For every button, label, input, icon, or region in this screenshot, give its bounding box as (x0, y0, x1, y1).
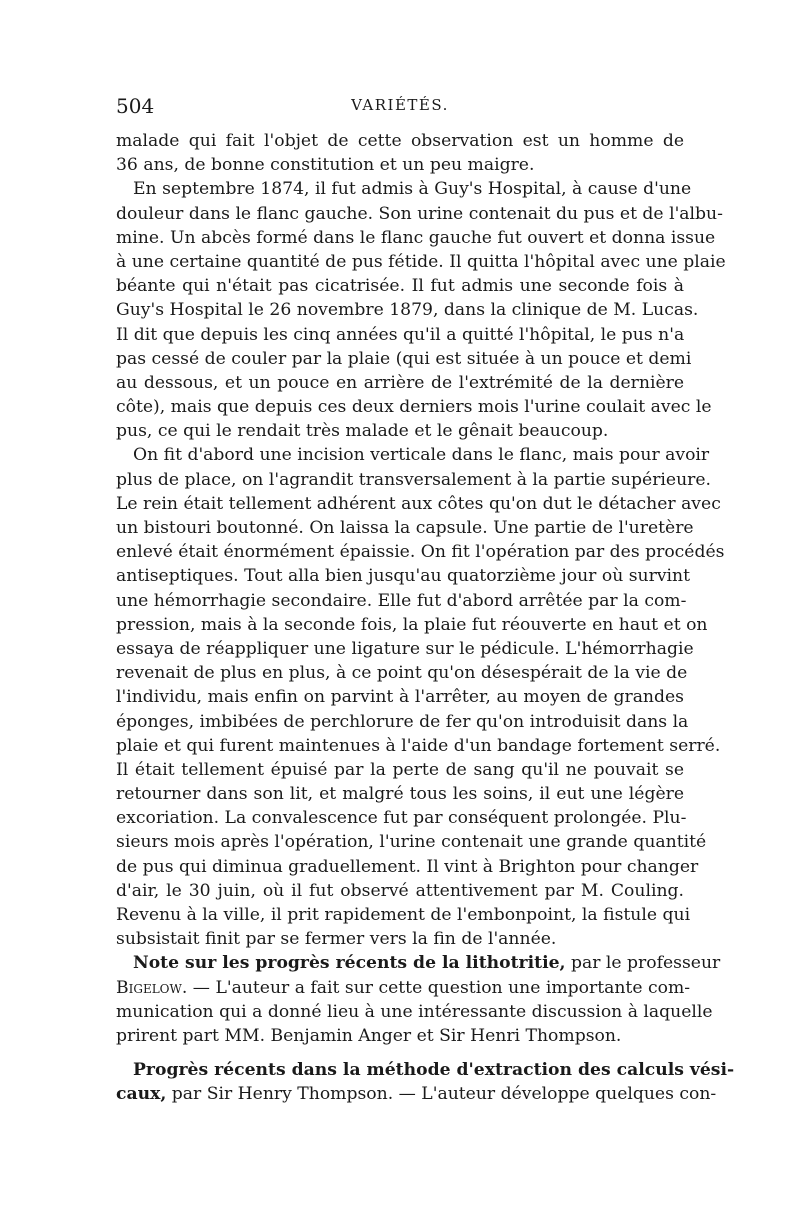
text-line: l'individu, mais enfin on parvint à l'arrêter, au moyen de grandes (116, 687, 684, 708)
text-line: On fit d'abord une incision verticale dans le flanc, mais pour avoir (133, 445, 710, 466)
section-gap (116, 1048, 684, 1058)
text-line: essaya de réappliquer une ligature sur le pédicule. L'hémorrhagie (116, 638, 694, 659)
text-line: enlevé était énormément épaissie. On fit l'opération par des procédés (116, 542, 725, 563)
text-line: un bistouri boutonné. On laissa la capsule. Une partie de l'uretère (116, 518, 694, 538)
text-line: à une certaine quantité de pus fétide. Il quitta l'hôpital avec une plaie (116, 251, 726, 272)
text-line: Il était tellement épuisé par la perte de sang qu'il ne pouvait se (116, 759, 684, 780)
section-lithotritie-line-2-rest: — L'auteur a fait sur cette question une importante com- (187, 977, 691, 998)
section-extraction-title-line-2: caux, (116, 1084, 167, 1105)
text-line: retourner dans son lit, et malgré tous les soins, il eut une légère (116, 784, 684, 805)
text-line: plus de place, on l'agrandit transversalement à la partie supérieure. (116, 469, 712, 490)
text-line: d'air, le 30 juin, où il fut observé attentivement par M. Couling. (116, 880, 684, 901)
section-lithotritie-line-2 (116, 976, 691, 1000)
section-extraction-title-line-1: Progrès récents dans la méthode d'extraction des calculs vési- (133, 1060, 735, 1081)
section-extraction-line-2-rest: par Sir Henry Thompson. — L'auteur développe quelques con- (166, 1084, 717, 1105)
text-line: malade qui fait l'objet de cette observation est un homme de (116, 131, 684, 151)
text-line: côte), mais que depuis ces deux derniers mois l'urine coulait avec le (116, 397, 712, 418)
section-lithotritie-line-4: prirent part MM. Benjamin Anger et Sir Henri Thompson. (116, 1025, 622, 1046)
section-lithotritie-title-line (116, 951, 721, 975)
section-lithotritie-line-3: munication qui a donné lieu à une intéressante discussion à laquelle (116, 1001, 713, 1022)
text-line: douleur dans le flanc gauche. Son urine contenait du pus et de l'albu- (116, 203, 723, 224)
page-header (116, 94, 684, 122)
running-head: VARIÉTÉS. (351, 96, 449, 114)
text-line: pression, mais à la seconde fois, la plaie fut réouverte en haut et on (116, 614, 708, 635)
text-line: pas cessé de couler par la plaie (qui est située à un pouce et demi (116, 348, 692, 369)
text-line: éponges, imbibées de perchlorure de fer qu'on introduisit dans la (116, 711, 689, 732)
text-line: mine. Un abcès formé dans le flanc gauche fut ouvert et donna issue (116, 227, 716, 248)
text-line: En septembre 1874, il fut admis à Guy's Hospital, à cause d'une (133, 179, 692, 200)
section-lithotritie-title-rest: par le professeur (565, 953, 721, 974)
text-line: Guy's Hospital le 26 novembre 1879, dans la clinique de M. Lucas. (116, 300, 699, 321)
body-text (116, 129, 735, 1107)
text-line: antiseptiques. Tout alla bien jusqu'au quatorzième jour où survint (116, 566, 691, 587)
text-line: au dessous, et un pouce en arrière de l'extrémité de la dernière (116, 372, 684, 393)
text-line: excoriation. La convalescence fut par conséquent prolongée. Plu- (116, 808, 687, 829)
page-number: 504 (116, 94, 155, 118)
text-line: béante qui n'était pas cicatrisée. Il fut admis une seconde fois à (116, 276, 684, 297)
text-line: de pus qui diminua graduellement. Il vint à Brighton pour changer (116, 856, 699, 877)
text-line: revenait de plus en plus, à ce point qu'on désespérait de la vie de (116, 663, 688, 684)
text-line: Le rein était tellement adhérent aux côtes qu'on dut le détacher avec (116, 493, 721, 514)
text-line: une hémorrhagie secondaire. Elle fut d'abord arrêtée par la com- (116, 590, 687, 611)
section-lithotritie-author: Bigelow. (116, 977, 188, 998)
section-lithotritie-title: Note sur les progrès récents de la lithotritie, (133, 953, 566, 974)
text-line: sieurs mois après l'opération, l'urine contenait une grande quantité (116, 832, 707, 853)
text-line: pus, ce qui le rendait très malade et le gênait beaucoup. (116, 421, 609, 442)
text-line: 36 ans, de bonne constitution et un peu maigre. (116, 155, 535, 176)
section-extraction-line-2 (116, 1082, 717, 1106)
text-line: Revenu à la ville, il prit rapidement de l'embonpoint, la fistule qui (116, 905, 691, 925)
text-line: plaie et qui furent maintenues à l'aide d'un bandage fortement serré. (116, 735, 721, 756)
text-line: subsistait finit par se fermer vers la fin de l'année. (116, 929, 557, 950)
text-line: Il dit que depuis les cinq années qu'il a quitté l'hôpital, le pus n'a (116, 324, 685, 345)
